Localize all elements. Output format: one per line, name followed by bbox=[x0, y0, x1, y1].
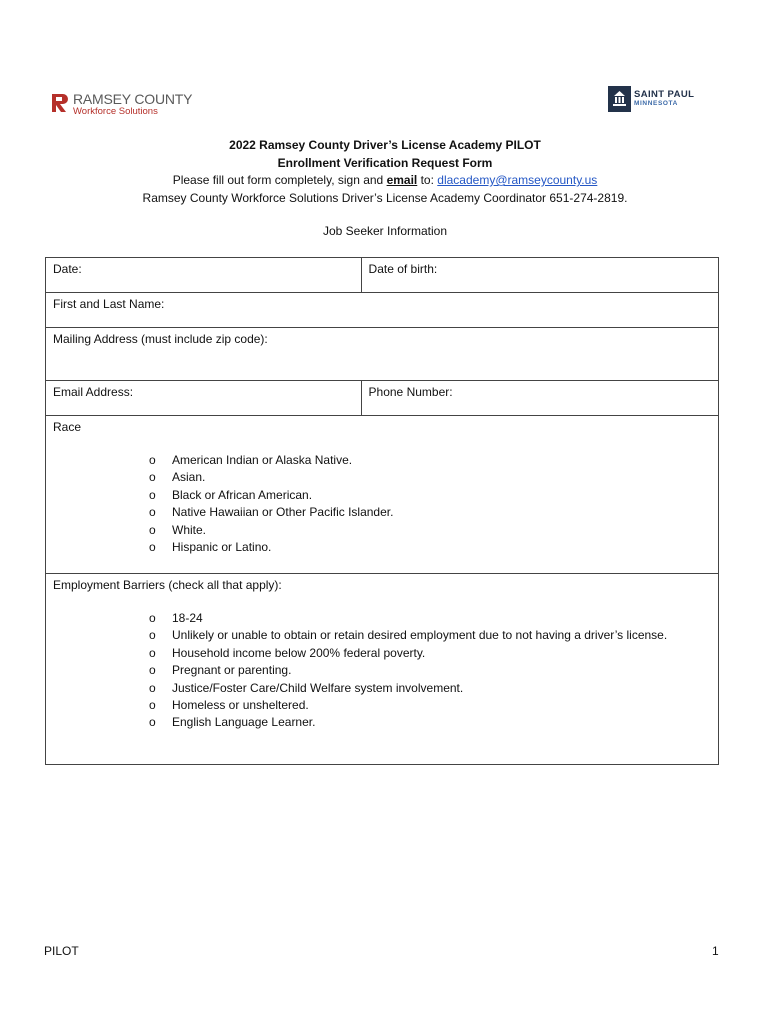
checkbox-bullet-icon[interactable]: o bbox=[149, 470, 156, 485]
race-option[interactable]: o American Indian or Alaska Native. bbox=[149, 452, 711, 469]
employment-option[interactable]: o Household income below 200% federal poverty. bbox=[149, 645, 711, 662]
race-label: Race bbox=[53, 420, 82, 434]
coordinator-line: Ramsey County Workforce Solutions Driver’s License Academy Coordinator 651-274-2819. bbox=[142, 190, 628, 205]
dob-label: Date of birth: bbox=[368, 262, 438, 276]
race-option[interactable]: o Hispanic or Latino. bbox=[149, 539, 711, 556]
minnesota-label: MINNESOTA bbox=[634, 100, 678, 107]
employment-option[interactable]: o 18-24 bbox=[149, 610, 711, 627]
dob-field[interactable] bbox=[361, 258, 718, 293]
name-field[interactable] bbox=[46, 293, 719, 328]
race-option[interactable]: o Asian. bbox=[149, 469, 711, 486]
ramsey-county-mark-icon bbox=[51, 92, 71, 114]
employment-option[interactable]: o Justice/Foster Care/Child Welfare system involvement. bbox=[149, 680, 711, 697]
employment-option[interactable]: o Homeless or unsheltered. bbox=[149, 697, 711, 714]
instructions-prefix: Please fill out form completely, sign and bbox=[172, 173, 387, 187]
checkbox-bullet-icon[interactable]: o bbox=[149, 505, 156, 520]
page-number: 1 bbox=[712, 944, 719, 958]
form-header bbox=[0, 137, 770, 207]
checkbox-bullet-icon[interactable]: o bbox=[149, 611, 156, 625]
checkbox-bullet-icon[interactable]: o bbox=[149, 487, 156, 502]
ramsey-county-logo bbox=[51, 92, 201, 118]
email-field[interactable] bbox=[46, 381, 362, 416]
ramsey-county-name: RAMSEY COUNTY bbox=[73, 91, 193, 107]
saint-paul-capitol-icon bbox=[608, 86, 631, 112]
saint-paul-name: SAINT PAUL bbox=[634, 89, 695, 100]
checkbox-bullet-icon[interactable]: o bbox=[149, 540, 156, 555]
email-label: Email Address: bbox=[53, 385, 134, 399]
instructions-email-word: email bbox=[386, 173, 418, 187]
checkbox-bullet-icon[interactable]: o bbox=[149, 680, 156, 695]
date-label: Date: bbox=[53, 262, 82, 276]
checkbox-bullet-icon[interactable]: o bbox=[149, 522, 156, 537]
address-field[interactable] bbox=[46, 328, 719, 381]
race-option[interactable]: o Native Hawaiian or Other Pacific Islander. bbox=[149, 504, 711, 521]
employment-option[interactable]: o English Language Learner. bbox=[149, 714, 711, 731]
checkbox-bullet-icon[interactable]: o bbox=[149, 645, 156, 660]
checkbox-bullet-icon[interactable]: o bbox=[149, 715, 156, 730]
form-subtitle: Enrollment Verification Request Form bbox=[277, 155, 493, 170]
checkbox-bullet-icon[interactable]: o bbox=[149, 628, 156, 643]
saint-paul-logo bbox=[608, 86, 728, 114]
employment-options bbox=[149, 610, 711, 732]
checkbox-bullet-icon[interactable]: o bbox=[149, 663, 156, 678]
race-options bbox=[149, 452, 711, 556]
employment-label: Employment Barriers (check all that apply): bbox=[53, 578, 282, 592]
section-title: Job Seeker Information bbox=[322, 224, 448, 238]
address-label: Mailing Address (must include zip code): bbox=[53, 332, 268, 346]
race-option[interactable]: o White. bbox=[149, 522, 711, 539]
checkbox-bullet-icon[interactable]: o bbox=[149, 698, 156, 713]
email-link[interactable]: dlacademy@ramseycounty.us bbox=[437, 173, 598, 187]
instructions-to: to: bbox=[417, 173, 438, 187]
phone-field[interactable] bbox=[361, 381, 718, 416]
employment-section bbox=[46, 574, 719, 765]
employment-option[interactable]: o Pregnant or parenting. bbox=[149, 662, 711, 679]
form-title: 2022 Ramsey County Driver’s License Academy PILOT bbox=[229, 138, 541, 152]
instructions-line bbox=[0, 172, 770, 190]
date-field[interactable] bbox=[46, 258, 362, 293]
checkbox-bullet-icon[interactable]: o bbox=[149, 453, 156, 467]
footer-label: PILOT bbox=[44, 944, 79, 958]
name-label: First and Last Name: bbox=[53, 297, 165, 311]
phone-label: Phone Number: bbox=[368, 385, 453, 399]
employment-option[interactable]: o Unlikely or unable to obtain or retain desired employment due to not having a driver’s license. bbox=[149, 627, 711, 644]
workforce-solutions-label: Workforce Solutions bbox=[73, 106, 158, 117]
job-seeker-form bbox=[45, 257, 719, 765]
race-section bbox=[46, 416, 719, 574]
race-option[interactable]: o Black or African American. bbox=[149, 487, 711, 504]
